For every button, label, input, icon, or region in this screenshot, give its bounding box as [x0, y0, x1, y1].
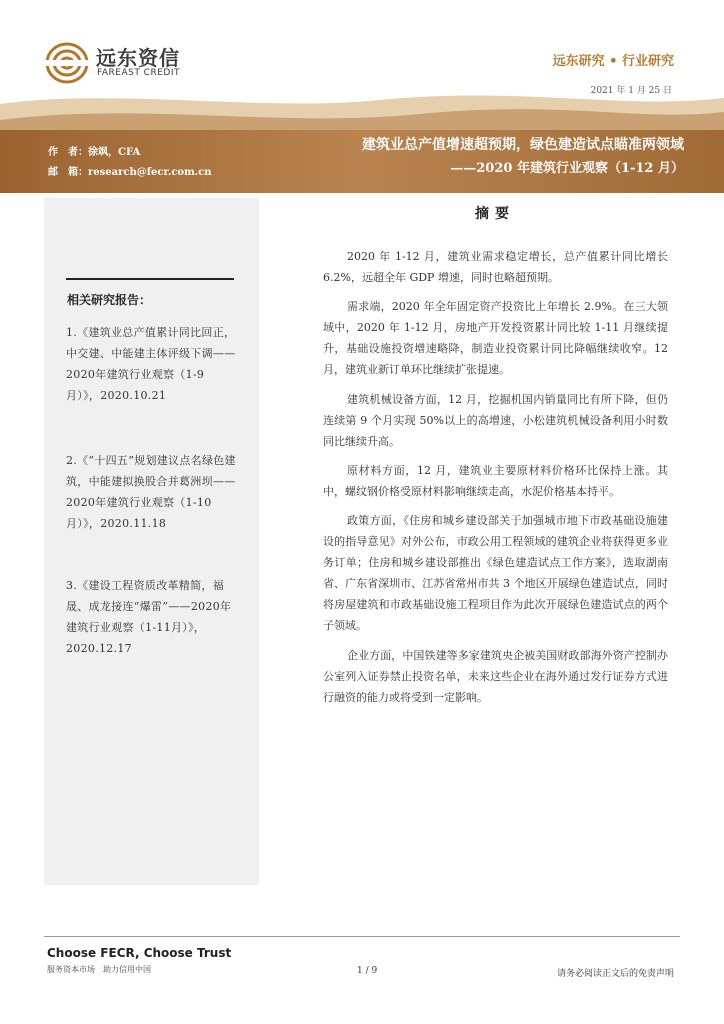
report-series: 远东研究 • 行业研究	[552, 54, 674, 69]
footer-brand-slogan: Choose FECR, Choose Trust	[47, 946, 232, 960]
logo-mark-icon	[44, 40, 90, 86]
summary-paragraph: 政策方面，《住房和城乡建设部关于加强城市地下市政基础设施建设的指导意见》对外公布，市政公用工程领域的建筑企业将获得更多业务订单；住房和城乡建设部推出《绿色建造试点工作方案》，选取湖南省、广东省深圳市、江苏省常州市共 3 个地区开展绿色建造试点，同时将房屋建筑和市政基础设施工程项目作为此次开展绿色建造试点的两个子领域。	[323, 514, 668, 632]
summary-paragraph: 原材料方面，12 月，建筑业主要原材料价格环比保持上涨。其中，螺纹钢价格受原材料影响继续走高，水泥价格基本持平。	[323, 464, 668, 498]
summary-paragraph: 建筑机械设备方面，12 月，挖掘机国内销量同比有所下降，但仍连续第 9 个月实现 50%以上的高增速，小松建筑机械设备利用小时数同比继续升高。	[323, 393, 668, 448]
logo-english-name: FAREAST CREDIT	[97, 68, 180, 78]
page-number: 1 / 9	[357, 966, 378, 976]
report-subtitle: ——2020 年建筑行业观察（1-12 月）	[450, 161, 684, 176]
report-date: 2021 年 1 月 25 日	[590, 86, 672, 96]
footer-tagline: 服务资本市场 助力信用中国	[47, 965, 151, 974]
company-logo	[44, 40, 214, 90]
related-reports-sidebar	[44, 198, 259, 885]
summary-paragraph: 需求端，2020 年全年固定资产投资比上年增长 2.9%。在三大领域中，2020 年 1-12 月，房地产开发投资累计同比较 1-11 月继续提升，基础设施投资增速略降，制造业投资累计同比降幅继续收窄。12 月，建筑业新订单环比继续扩张提速。	[323, 300, 668, 376]
author-line: 作 者：徐飒，CFA	[48, 147, 141, 158]
related-reports-heading: 相关研究报告：	[67, 293, 152, 307]
email-line: 邮 箱：research@fecr.com.cn	[48, 167, 212, 178]
disclaimer-note: 请务必阅读正文后的免责声明	[556, 969, 674, 979]
report-title: 建筑业总产值增速超预期，绿色建造试点瞄准两领域	[362, 137, 684, 153]
related-report-item[interactable]: 2.《“十四五”规划建议点名绿色建筑，中能建拟换股合并葛洲坝——2020年建筑行业观察（1-10月）》，2020.11.18	[66, 454, 236, 530]
summary-paragraph: 2020 年 1-12 月，建筑业需求稳定增长，总产值累计同比增长 6.2%，远超全年 GDP 增速，同时也略超预期。	[323, 250, 668, 284]
related-report-item[interactable]: 1.《建筑业总产值累计同比回正，中交建、中能建主体评级下调——2020年建筑行业观察（1-9月）》，2020.10.21	[66, 326, 236, 402]
sidebar-divider	[66, 278, 234, 280]
related-report-item[interactable]: 3.《建设工程资质改革精简，福晟、成龙接连“爆雷”——2020年建筑行业观察（1-11月）》，2020.12.17	[66, 579, 232, 655]
logo-chinese-name: 远东资信	[96, 46, 180, 70]
footer-divider	[44, 936, 680, 937]
summary-paragraph: 企业方面，中国铁建等多家建筑央企被美国财政部海外资产控制办公室列入证券禁止投资名单，未来这些企业在海外通过发行证券方式进行融资的能力或将受到一定影响。	[323, 649, 668, 704]
summary-heading: 摘要	[475, 206, 515, 222]
